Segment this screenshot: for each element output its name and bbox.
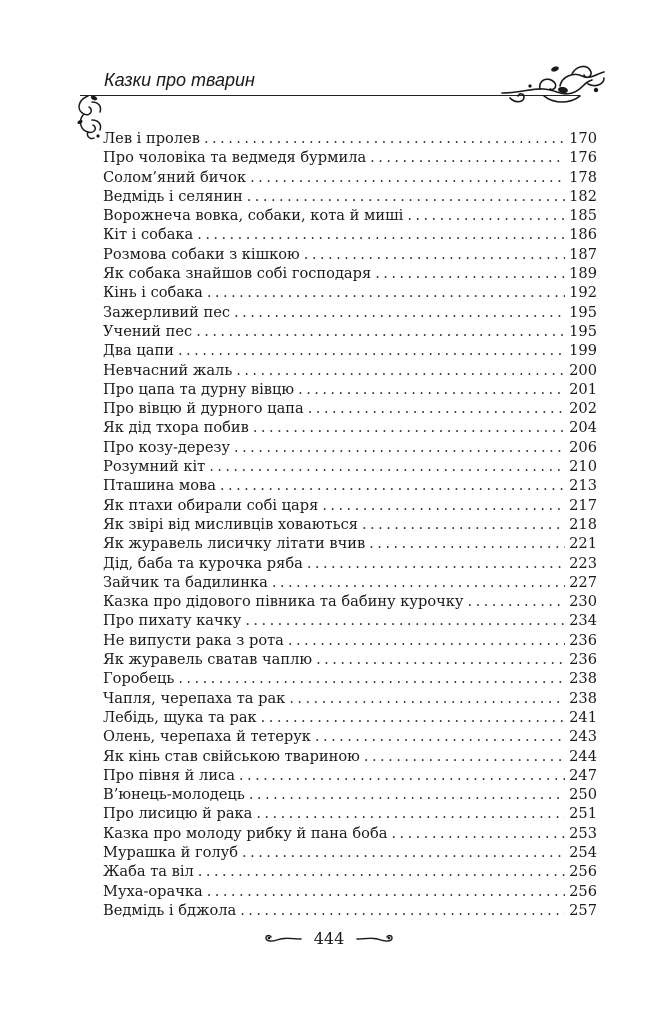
dot-leader <box>178 669 565 688</box>
toc-entry <box>103 264 597 283</box>
toc-entry-title: Про цапа та дурну вівцю <box>103 380 295 398</box>
toc-entry-page: 187 <box>569 245 597 263</box>
dot-leader <box>407 206 565 225</box>
dot-leader <box>207 283 565 302</box>
toc-entry-title: Ведмідь і селянин <box>103 187 243 205</box>
toc-entry <box>103 225 597 244</box>
toc-entry <box>103 418 597 437</box>
toc-entry <box>103 457 597 476</box>
toc-entry <box>103 187 597 206</box>
dot-leader <box>234 303 565 322</box>
page-footer <box>0 928 658 948</box>
toc-entry-page: 256 <box>569 863 597 881</box>
toc-entry-page: 257 <box>569 901 597 919</box>
toc-entry-page: 185 <box>569 207 597 225</box>
toc-entry <box>103 631 597 650</box>
dot-leader <box>197 225 565 244</box>
toc-entry-title: Казка про молоду рибку й пана боба <box>103 824 388 842</box>
toc-entry-page: 217 <box>569 496 597 514</box>
toc-entry-page: 204 <box>569 419 597 437</box>
dot-leader <box>204 129 565 148</box>
dot-leader <box>364 747 565 766</box>
dot-leader <box>322 496 565 515</box>
toc-entry <box>103 727 597 746</box>
toc-entry <box>103 766 597 785</box>
toc-entry <box>103 824 597 843</box>
page-number: 444 <box>313 929 345 948</box>
dot-leader <box>240 901 565 920</box>
toc-entry-page: 170 <box>569 130 597 147</box>
dot-leader <box>272 573 565 592</box>
toc-entry-page: 199 <box>569 342 597 360</box>
toc-entry-page: 186 <box>569 226 597 244</box>
toc-entry-title: Про пихату качку <box>103 612 242 630</box>
toc-entry-page: 234 <box>569 612 597 630</box>
toc-entry-title: Зайчик та бадилинка <box>103 573 268 591</box>
toc-entry-page: 218 <box>569 515 597 533</box>
dot-leader <box>304 245 565 264</box>
toc-entry-title: В’юнець-молодець <box>103 786 245 804</box>
toc-entry-page: 189 <box>569 265 597 283</box>
toc-entry-page: 182 <box>569 187 597 205</box>
toc-entry <box>103 303 597 322</box>
toc-entry <box>103 785 597 804</box>
dot-leader <box>288 631 565 650</box>
toc-entry <box>103 882 597 901</box>
dot-leader <box>220 476 565 495</box>
toc-entry-page: 206 <box>569 438 597 456</box>
toc-entry-title: Як дід тхора побив <box>103 419 249 437</box>
dot-leader <box>315 727 565 746</box>
toc-entry-title: Про вівцю й дурного цапа <box>103 400 304 418</box>
toc-entry-page: 213 <box>569 477 597 495</box>
toc-entry-page: 200 <box>569 361 597 379</box>
toc-entry-title: Кіт і собака <box>103 226 194 244</box>
toc-entry-title: Ворожнеча вовка, собаки, кота й миші <box>103 207 404 225</box>
toc-entry-title: Зажерливий пес <box>103 303 231 321</box>
dot-leader <box>468 592 566 611</box>
toc-entry <box>103 689 597 708</box>
toc-entry-page: 227 <box>569 573 597 591</box>
corner-ornament-icon <box>72 92 106 142</box>
dot-leader <box>239 766 565 785</box>
toc-entry-title: Розмова собаки з кішкою <box>103 245 300 263</box>
header-title: Казки про тварин <box>104 70 255 90</box>
dot-leader <box>250 168 565 187</box>
toc-entry-title: Два цапи <box>103 342 174 360</box>
toc-entry <box>103 245 597 264</box>
toc-entry-title: Чапля, черепаха та рак <box>103 689 286 707</box>
toc-entry <box>103 611 597 630</box>
dot-leader <box>369 534 565 553</box>
dot-leader <box>249 785 565 804</box>
toc-entry-page: 250 <box>569 786 597 804</box>
toc-entry <box>103 534 597 553</box>
toc-entry-page: 243 <box>569 728 597 746</box>
dot-leader <box>370 148 565 167</box>
toc-entry <box>103 650 597 669</box>
toc-entry-title: Про півня й лиса <box>103 766 235 784</box>
toc-entry <box>103 843 597 862</box>
toc-entry-title: Про козу-дерезу <box>103 438 231 456</box>
dot-leader <box>391 824 565 843</box>
toc-entry-title: Дід, баба та курочка ряба <box>103 554 303 572</box>
toc-entry-title: Муха-орачка <box>103 882 203 900</box>
table-of-contents <box>103 129 597 920</box>
toc-entry-page: 253 <box>569 824 597 842</box>
toc-entry-page: 221 <box>569 535 597 553</box>
toc-entry-page: 178 <box>569 168 597 186</box>
toc-entry-page: 254 <box>569 843 597 861</box>
toc-entry <box>103 148 597 167</box>
toc-entry-page: 244 <box>569 747 597 765</box>
flourish-ornament-icon <box>500 60 608 108</box>
toc-entry-title: Горобець <box>103 670 175 688</box>
toc-entry <box>103 496 597 515</box>
toc-entry <box>103 747 597 766</box>
toc-entry-page: 210 <box>569 458 597 476</box>
toc-entry-title: Учений пес <box>103 322 193 340</box>
toc-entry-title: Лебідь, щука та рак <box>103 708 257 726</box>
dot-leader <box>245 611 565 630</box>
dot-leader <box>247 187 565 206</box>
toc-entry-title: Олень, черепаха й тетерук <box>103 728 311 746</box>
dot-leader <box>289 689 565 708</box>
toc-entry-title: Жаба та віл <box>103 863 194 881</box>
toc-entry-title: Про чоловіка та ведмедя бурмила <box>103 149 367 167</box>
toc-entry-page: 195 <box>569 303 597 321</box>
dot-leader <box>362 515 565 534</box>
toc-entry-title: Про лисицю й рака <box>103 805 253 823</box>
toc-entry-page: 251 <box>569 805 597 823</box>
toc-entry-title: Як кінь став свійською твариною <box>103 747 360 765</box>
toc-entry <box>103 476 597 495</box>
toc-entry <box>103 573 597 592</box>
toc-entry <box>103 592 597 611</box>
dot-leader <box>316 650 565 669</box>
toc-entry-title: Як звірі від мисливців ховаються <box>103 515 358 533</box>
toc-entry-page: 230 <box>569 593 597 611</box>
toc-entry-page: 195 <box>569 322 597 340</box>
toc-entry-title: Казка про дідового півника та бабину курочку <box>103 593 464 611</box>
dot-leader <box>196 322 565 341</box>
dot-leader <box>308 399 565 418</box>
dot-leader <box>207 882 565 901</box>
toc-entry-page: 192 <box>569 284 597 302</box>
swirl-right-icon <box>355 933 395 945</box>
toc-entry-title: Пташина мова <box>103 477 216 495</box>
toc-entry-page: 223 <box>569 554 597 572</box>
toc-entry <box>103 283 597 302</box>
toc-entry <box>103 168 597 187</box>
toc-entry <box>103 361 597 380</box>
toc-entry-page: 202 <box>569 400 597 418</box>
toc-entry-title: Як собака знайшов собі господаря <box>103 265 372 283</box>
toc-entry-title: Мурашка й голуб <box>103 843 239 861</box>
toc-entry-page: 236 <box>569 631 597 649</box>
swirl-left-icon <box>263 933 303 945</box>
dot-leader <box>209 457 565 476</box>
toc-entry-title: Ведмідь і бджола <box>103 901 237 919</box>
toc-entry-page: 201 <box>569 380 597 398</box>
toc-entry-title: Як птахи обирали собі царя <box>103 496 319 514</box>
toc-entry <box>103 129 597 148</box>
toc-entry <box>103 901 597 920</box>
toc-entry <box>103 399 597 418</box>
dot-leader <box>261 708 565 727</box>
toc-entry-title: Кінь і собака <box>103 284 203 302</box>
toc-entry <box>103 862 597 881</box>
toc-entry-title: Розумний кіт <box>103 458 206 476</box>
toc-entry <box>103 206 597 225</box>
toc-entry <box>103 341 597 360</box>
dot-leader <box>178 341 565 360</box>
toc-entry <box>103 554 597 573</box>
dot-leader <box>198 862 565 881</box>
toc-entry <box>103 322 597 341</box>
toc-entry-page: 238 <box>569 670 597 688</box>
toc-entry <box>103 438 597 457</box>
toc-entry <box>103 515 597 534</box>
toc-entry-page: 256 <box>569 882 597 900</box>
dot-leader <box>307 554 565 573</box>
toc-entry-title: Невчасний жаль <box>103 361 233 379</box>
toc-entry-title: Не випусти рака з рота <box>103 631 284 649</box>
toc-entry <box>103 804 597 823</box>
dot-leader <box>253 418 565 437</box>
toc-entry <box>103 380 597 399</box>
dot-leader <box>298 380 565 399</box>
dot-leader <box>234 438 565 457</box>
toc-entry <box>103 669 597 688</box>
toc-entry-title: Лев і пролев <box>103 130 200 147</box>
toc-entry-page: 236 <box>569 651 597 669</box>
dot-leader <box>256 804 565 823</box>
dot-leader <box>242 843 565 862</box>
toc-entry <box>103 708 597 727</box>
dot-leader <box>375 264 565 283</box>
toc-entry-page: 241 <box>569 708 597 726</box>
toc-entry-page: 176 <box>569 149 597 167</box>
dot-leader <box>236 361 565 380</box>
toc-entry-title: Солом’яний бичок <box>103 168 247 186</box>
toc-entry-page: 247 <box>569 766 597 784</box>
toc-entry-title: Як журавель сватав чаплю <box>103 651 313 669</box>
toc-entry-title: Як журавель лисичку літати вчив <box>103 535 366 553</box>
toc-entry-page: 238 <box>569 689 597 707</box>
